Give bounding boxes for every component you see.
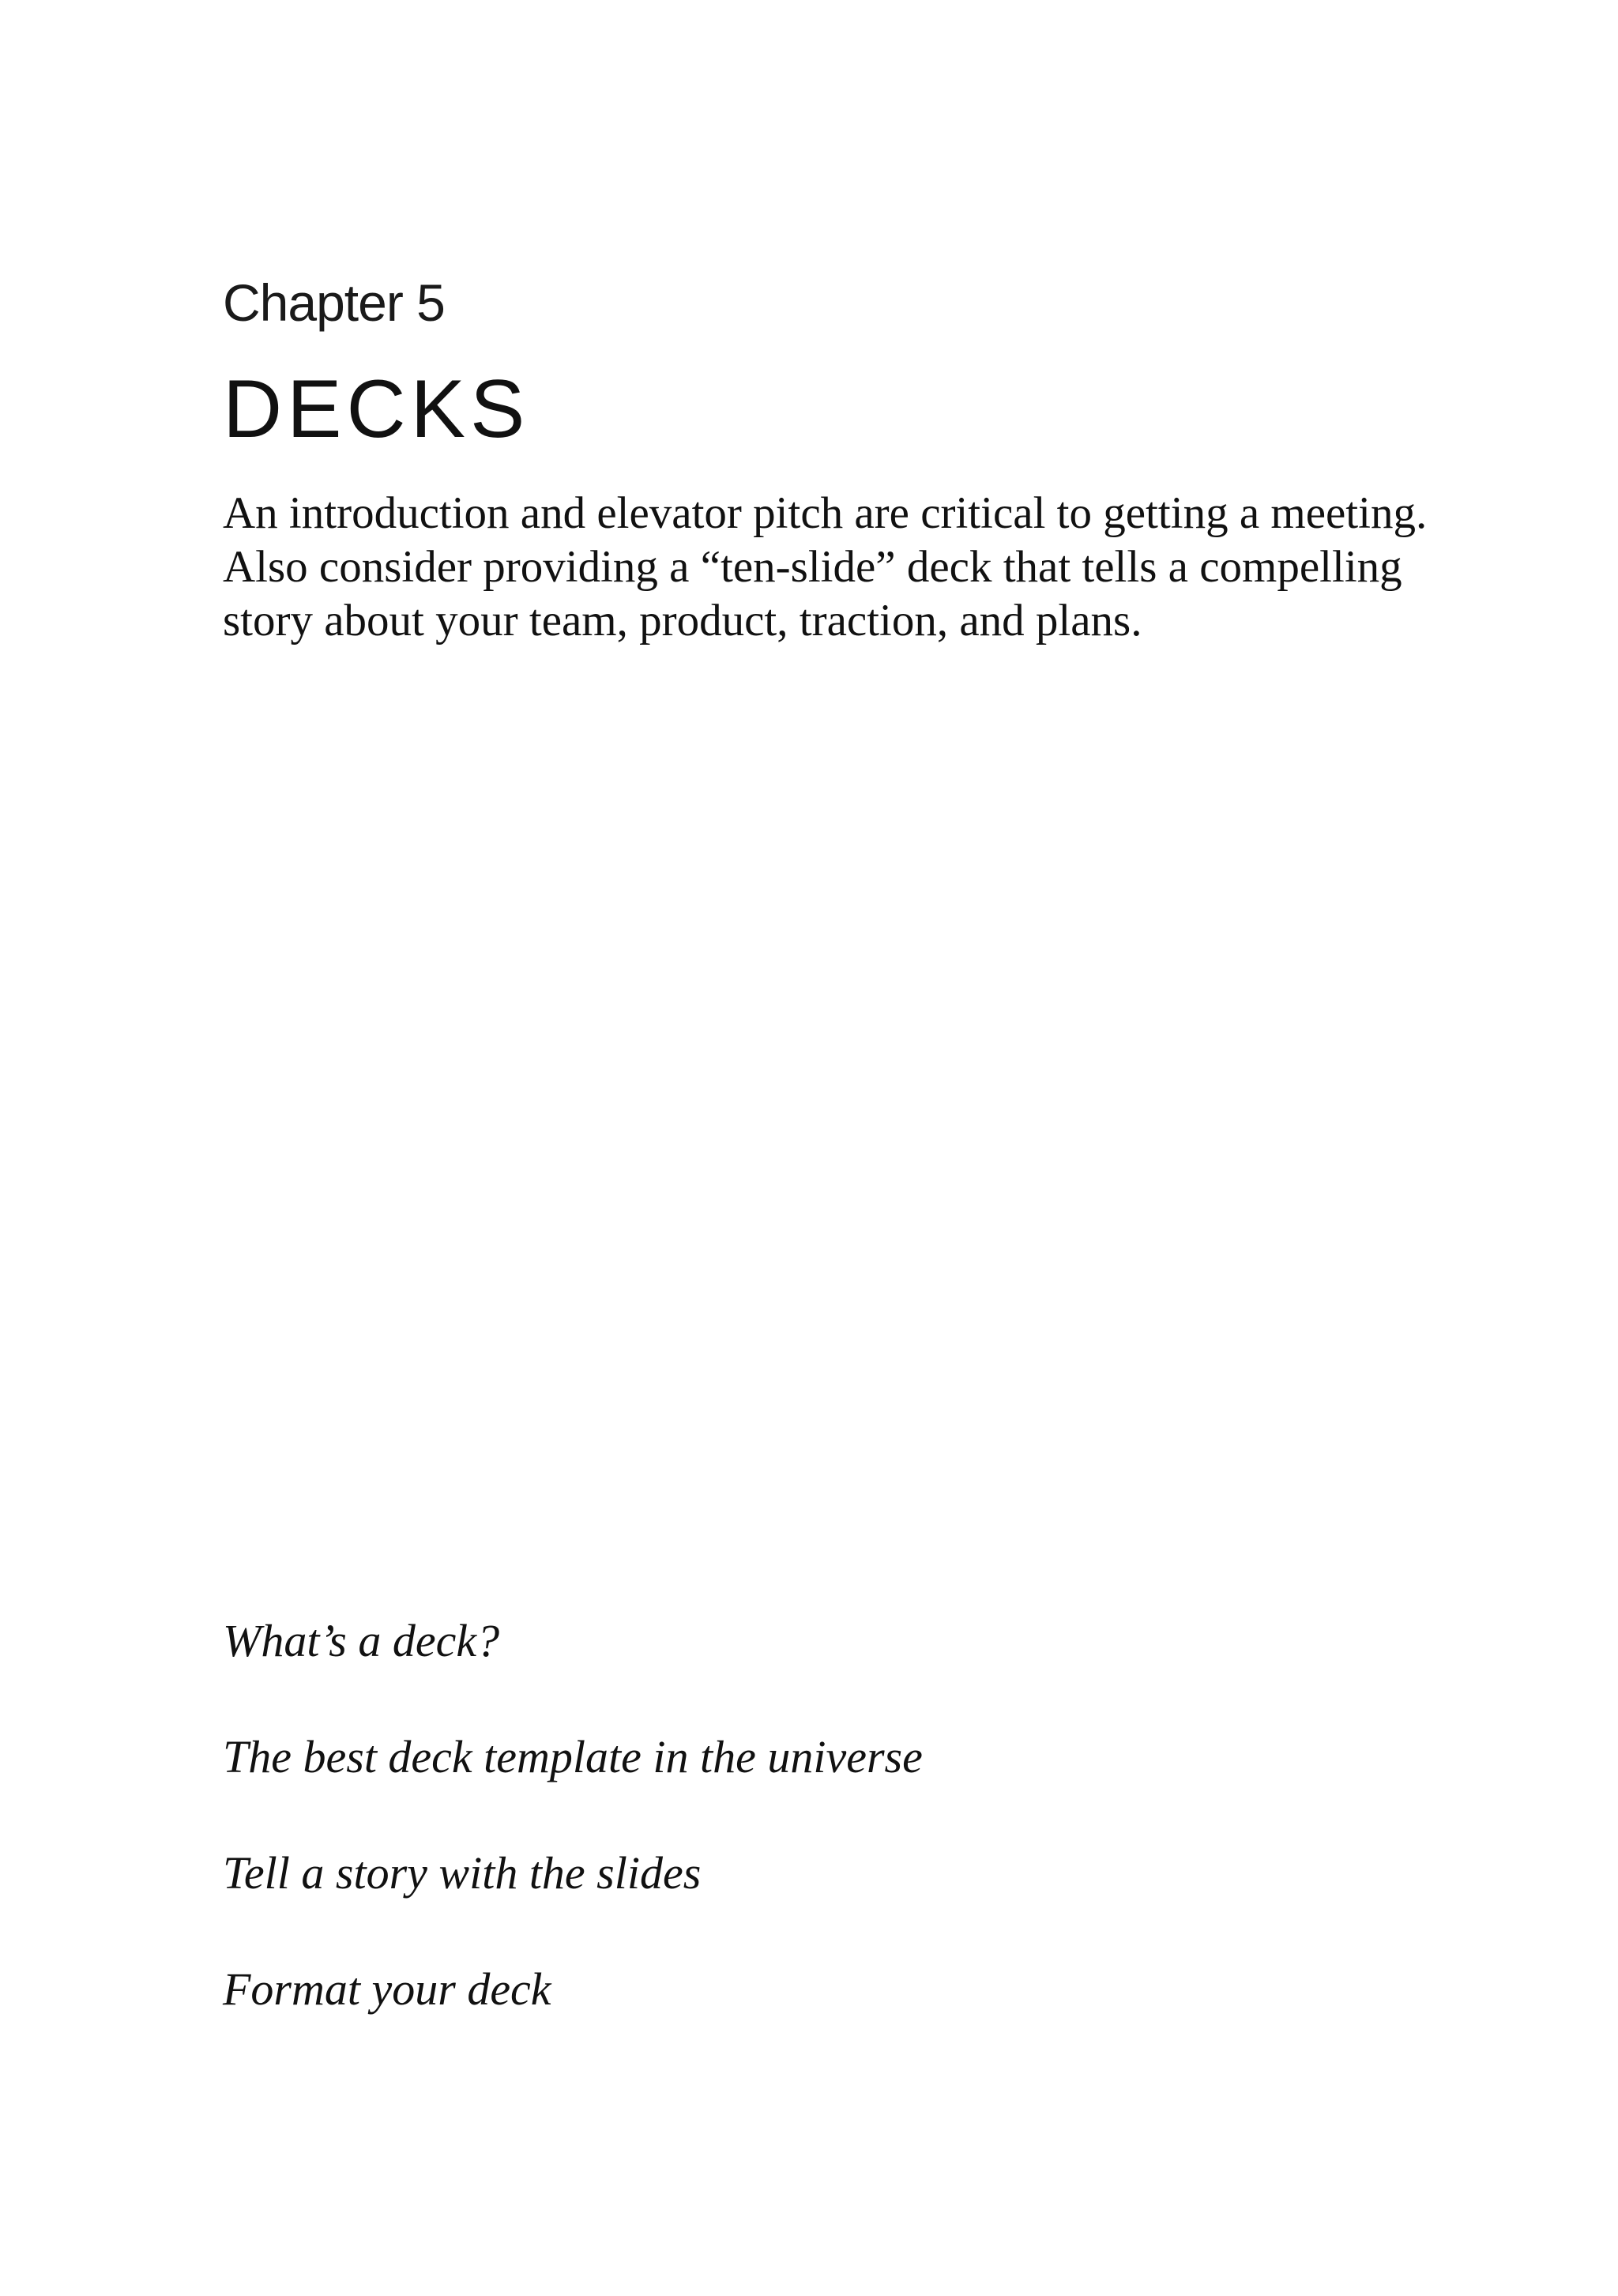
chapter-intro-paragraph: An introduction and elevator pitch are critical to getting a meeting. Also consider providing a “ten-slide” deck that tells a compelling story about your team, product, traction, and plans. bbox=[223, 488, 1428, 646]
topic-item: Format your deck bbox=[223, 1963, 551, 2015]
topic-item: Tell a story with the slides bbox=[223, 1847, 702, 1899]
topic-list bbox=[223, 1614, 923, 2079]
topic-item: The best deck template in the universe bbox=[223, 1731, 923, 1782]
topic-item: What’s a deck? bbox=[223, 1615, 500, 1666]
chapter-label: Chapter 5 bbox=[223, 273, 445, 332]
chapter-title: DECKS bbox=[223, 363, 530, 455]
